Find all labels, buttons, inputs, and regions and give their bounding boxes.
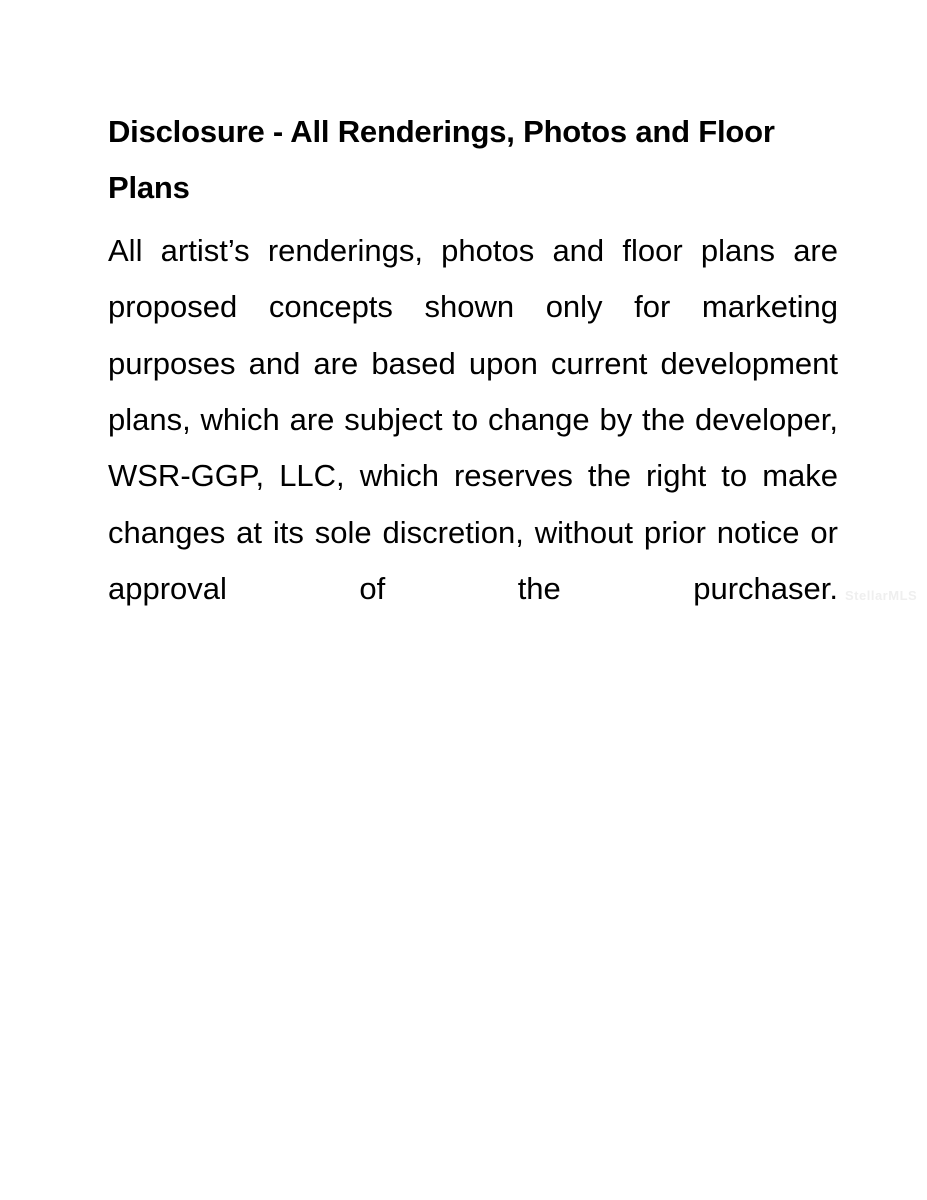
document-content (108, 104, 840, 674)
page-title: Disclosure - All Renderings, Photos and Floor Plans (108, 114, 775, 206)
watermark-label: StellarMLS (845, 588, 918, 603)
disclosure-paragraph: All artist’s renderings, photos and floor plans are proposed concepts shown only for marketing purposes and are based upon current development plans, which are subject to change by the developer, WSR-GGP, LLC, which reserves the right to make changes at its sole discretion, without prior notice or approval of the purchaser. (108, 232, 838, 607)
